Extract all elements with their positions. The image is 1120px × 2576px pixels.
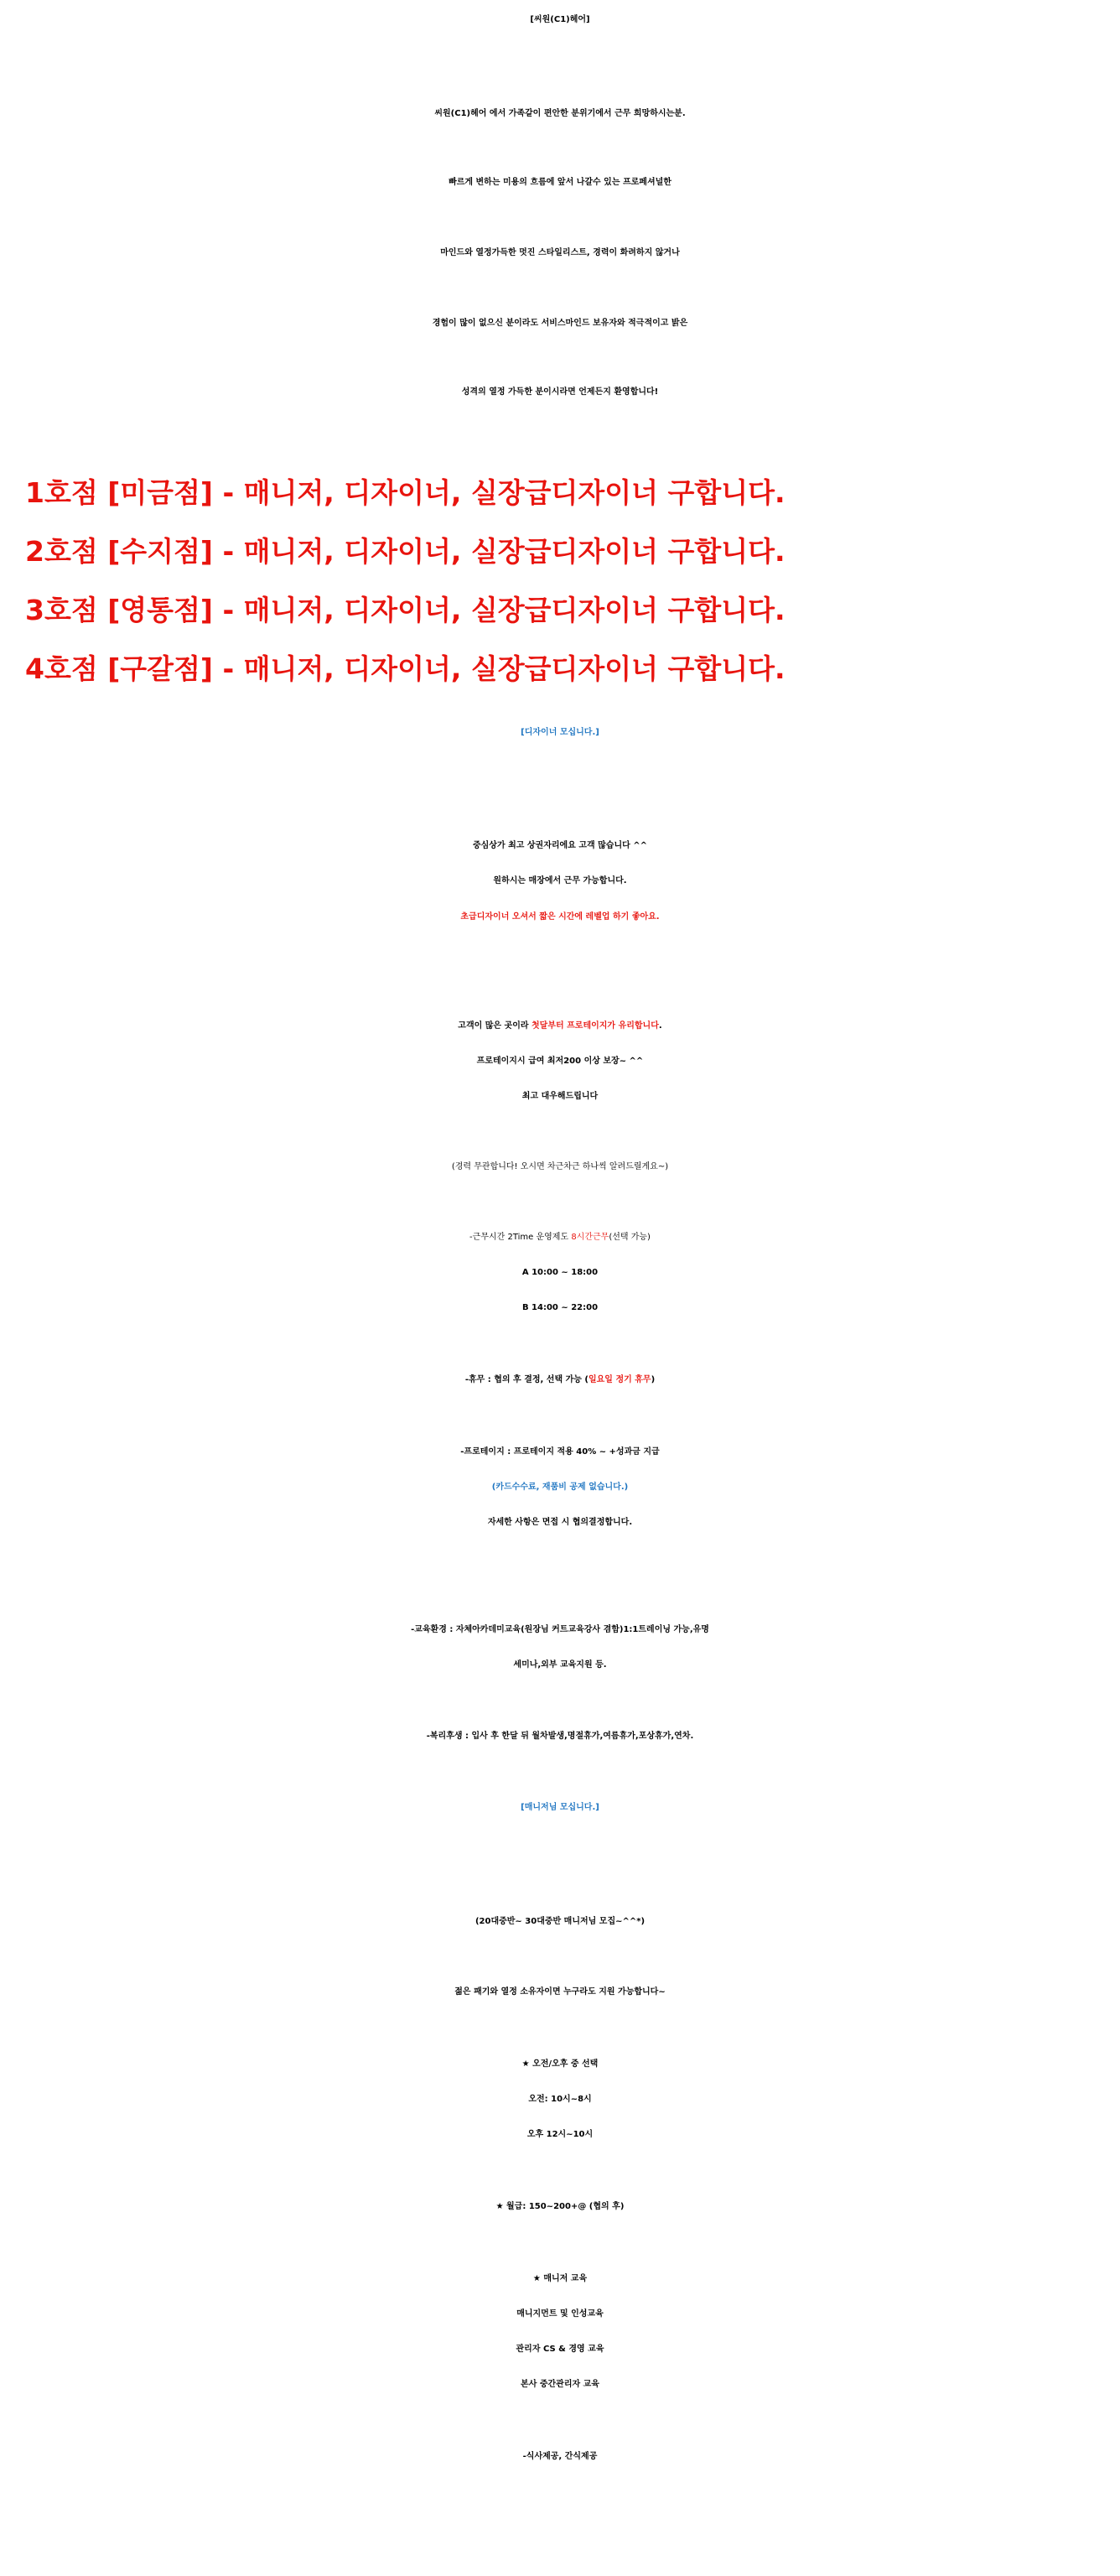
designer-edu-line-2: 세미나,외부 교육지원 등. xyxy=(513,1660,607,1670)
branch-1: 1호점 [미금점] - 매니저, 디자이너, 실장급디자이너 구합니다. xyxy=(25,476,786,509)
designer-shift-a: A 10:00 ~ 18:00 xyxy=(521,1268,599,1277)
designer-pro-line-3: 자세한 사항은 면접 시 협의결정합니다. xyxy=(487,1518,633,1527)
p2-text-a: 고객이 많은 곳이라 xyxy=(458,1021,532,1031)
intro-line-2: 빠르게 변하는 미용의 흐름에 앞서 나갈수 있는 프로페셔널한 xyxy=(449,178,671,187)
p2-text-c: . xyxy=(658,1021,662,1031)
off-text-c: ) xyxy=(651,1375,656,1384)
intro-line-3: 마인드와 열정가득한 멋진 스타일리스트, 경력이 화려하지 않거나 xyxy=(440,248,680,257)
p2-text-highlight: 첫달부터 프로테이지가 유리합니다 xyxy=(531,1021,659,1031)
manager-edu-title: ★ 매니저 교육 xyxy=(532,2274,588,2283)
designer-p2-line-1 xyxy=(0,1021,1120,1031)
intro-line-1: 씨원(C1)헤어 에서 가족같이 편안한 분위기에서 근무 희망하시는분. xyxy=(434,109,686,118)
designer-p1-line-3: 초급디자이너 오셔서 짧은 시간에 레벨업 하기 좋아요. xyxy=(460,912,660,922)
manager-shift-title: ★ 오전/오후 중 선택 xyxy=(521,2059,599,2069)
designer-shift-b: B 14:00 ~ 22:00 xyxy=(521,1303,599,1312)
manager-shift-pm: 오후 12시~10시 xyxy=(526,2130,594,2139)
branch-2: 2호점 [수지점] - 매니저, 디자이너, 실장급디자이너 구합니다. xyxy=(25,535,786,568)
designer-hours xyxy=(0,1233,1120,1243)
hours-highlight: 8시간근무 xyxy=(571,1233,609,1242)
off-highlight: 일요일 정기 휴무 xyxy=(588,1375,651,1384)
designer-p2-line-2: 프로테이지시 급여 최저200 이상 보장~ ^^ xyxy=(476,1057,644,1066)
manager-edu-2: 관리자 CS & 경영 교육 xyxy=(516,2345,604,2354)
manager-heading: [매니저님 모십니다.] xyxy=(521,1803,599,1812)
designer-edu-line-1: -교육환경 : 자체아카데미교육(원장님 커트교육강사 겸함)1:1트레이닝 가능,유명 xyxy=(411,1625,709,1634)
manager-age: (20대중반~ 30대중반 매니저님 모집~^^*) xyxy=(474,1917,646,1926)
off-text-a: -휴무 : 협의 후 결정, 선택 가능 ( xyxy=(464,1375,589,1384)
manager-edu-1: 매니지먼트 및 인성교육 xyxy=(516,2309,604,2319)
designer-pro-line-1: -프로테이지 : 프로테이지 적용 40% ~ +성과금 지급 xyxy=(460,1447,660,1457)
manager-welcome: 젊은 패기와 열정 소유자이면 누구라도 지원 가능합니다~ xyxy=(454,1987,666,1997)
designer-note: (경력 무관합니다! 오시면 차근차근 하나씩 알려드릴게요~) xyxy=(451,1162,669,1171)
manager-edu-3: 본사 중간관리자 교육 xyxy=(521,2380,599,2389)
designer-p2-line-3: 최고 대우해드립니다 xyxy=(521,1092,599,1101)
hours-text-a: -근무시간 2Time 운영제도 xyxy=(469,1233,572,1242)
manager-shift-am: 오전: 10시~8시 xyxy=(528,2095,592,2104)
designer-heading: [디자이너 모십니다.] xyxy=(521,728,599,737)
manager-meals: -식사제공, 간식제공 xyxy=(522,2452,598,2461)
hours-text-c: (선택 가능) xyxy=(609,1233,651,1242)
designer-p1-line-2: 원하시는 매장에서 근무 가능합니다. xyxy=(493,876,627,886)
manager-salary: ★ 월급: 150~200+@ (협의 후) xyxy=(495,2202,625,2211)
branch-4: 4호점 [구갈점] - 매니저, 디자이너, 실장급디자이너 구합니다. xyxy=(25,652,786,685)
page-title: [씨원(C1)헤어] xyxy=(530,15,590,24)
designer-pro-line-2: (카드수수료, 재품비 공제 없습니다.) xyxy=(491,1483,629,1492)
designer-day-off xyxy=(0,1375,1120,1385)
intro-line-4: 경험이 많이 없으신 분이라도 서비스마인드 보유자와 적극적이고 밝은 xyxy=(432,319,688,328)
designer-welfare: -복리후생 : 입사 후 한달 뒤 월차발생,명절휴가,여름휴가,포상휴가,연차. xyxy=(426,1732,694,1741)
intro-line-5: 성격의 열정 가득한 분이시라면 언제든지 환영합니다! xyxy=(461,387,659,397)
branch-3: 3호점 [영통점] - 매니저, 디자이너, 실장급디자이너 구합니다. xyxy=(25,594,786,626)
designer-p1-line-1: 중심상가 최고 상권자리에요 고객 많습니다 ^^ xyxy=(472,841,648,850)
